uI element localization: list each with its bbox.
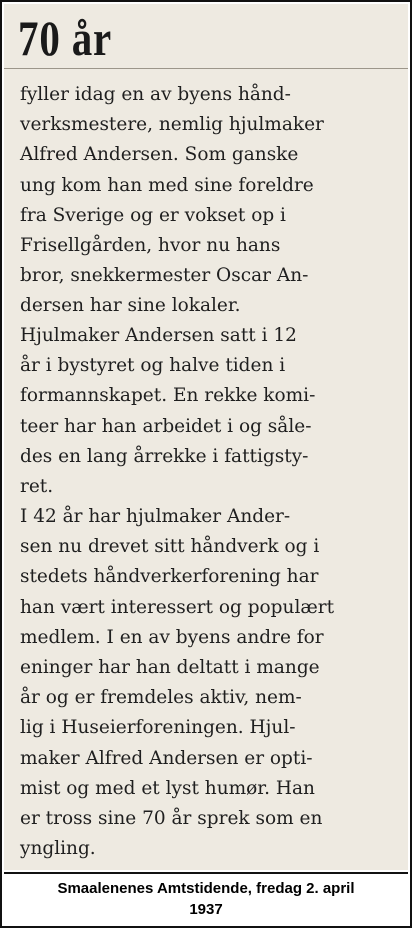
article-paragraph-1: fyller idag en av byens hånd- verksmestere, nemlig hjulmaker Alfred Andersen. Som ganske ung kom han med sine foreldre fra Sverige og er vokset op i Frisellgården, hvor nu hans bror, snekkermester Oscar An- dersen har sine lokaler. bbox=[20, 84, 324, 317]
source-caption bbox=[4, 872, 408, 926]
caption-source-date: Smaalenenes Amtstidende, fredag 2. april bbox=[57, 880, 355, 897]
article-paragraph-3: I 42 år har hjulmaker Ander- sen nu drevet sitt håndverk og i stedets håndverkerforening har han vært interessert og populært medlem. I en av byens andre for eninger har han deltatt i mange år og er fremdeles aktiv, nem- lig i Huseierforeningen. Hjul- maker Alfred Andersen er opti- mist og med et lyst humør. Han er tross sine 70 år sprek som en yngling. bbox=[20, 506, 335, 860]
headline-divider bbox=[4, 68, 408, 69]
article-paragraph-2: Hjulmaker Andersen satt i 12 år i bystyret og halve tiden i formannskapet. En rekke komi- teer har han arbeidet i og såle- des en lang årrekke i fattigsty- ret. bbox=[20, 325, 316, 498]
newspaper-clipping bbox=[4, 4, 408, 870]
caption-year: 1937 bbox=[189, 901, 223, 918]
article-headline: 70 år bbox=[18, 10, 113, 66]
